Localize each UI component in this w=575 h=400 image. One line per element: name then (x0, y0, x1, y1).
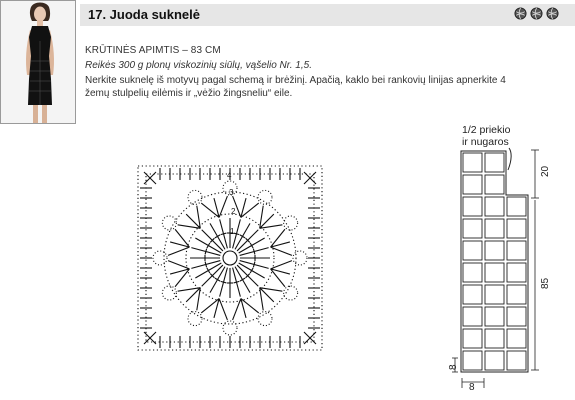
picot-arc (153, 251, 167, 265)
dim-bottom-label: 8 (469, 382, 475, 393)
stitch-fan (201, 203, 219, 217)
motif-square (485, 153, 504, 172)
dim-body-label: 85 (540, 277, 551, 289)
motif-square (463, 263, 482, 282)
motif-square (507, 219, 526, 238)
difficulty-indicator (514, 7, 559, 20)
motif-square (485, 351, 504, 370)
yarn-ball-icon (546, 7, 559, 20)
motif-square (463, 175, 482, 194)
stitch-bar (253, 249, 255, 255)
motif-square (485, 329, 504, 348)
motif-square (485, 219, 504, 238)
motif-square (463, 307, 482, 326)
garment-schema (440, 120, 570, 395)
motif-square (507, 285, 526, 304)
picot-arc (258, 312, 272, 326)
center-ring (223, 251, 237, 265)
bust-size-heading: KRŪTINĖS APIMTIS – 83 CM (85, 45, 221, 56)
motif-square (463, 329, 482, 348)
yarn-ball-icon (514, 7, 527, 20)
motif-square (485, 241, 504, 260)
stitch-fan (219, 196, 227, 217)
motif-square (463, 285, 482, 304)
stitch-fan (271, 269, 285, 287)
stitch-fan (175, 229, 189, 247)
round-label-1: 1 (230, 227, 235, 236)
stitch-fan (271, 229, 285, 247)
stitch-fan (271, 247, 292, 255)
stitch-fan (241, 203, 259, 217)
picot-arc (284, 216, 298, 230)
stitch-bar (253, 262, 255, 268)
stitch-bar (221, 281, 227, 283)
round-label-3: 3 (229, 188, 234, 197)
motif-square (507, 329, 526, 348)
pattern-title: 17. Juoda suknelė (88, 7, 200, 22)
dim-bottom-side-label: 8 (448, 364, 459, 370)
motif-square (463, 153, 482, 172)
chain-round (164, 192, 296, 324)
motif-grid (461, 151, 528, 372)
motif-square (507, 351, 526, 370)
motif-square (507, 197, 526, 216)
picot-arc (258, 190, 272, 204)
motif-square (463, 219, 482, 238)
motif-square (485, 285, 504, 304)
stitch-bar (221, 233, 227, 235)
stitch-bar (205, 262, 207, 268)
stitch-bar (234, 281, 240, 283)
yarn-ball-icon (530, 7, 543, 20)
stitch-fan (241, 299, 259, 313)
motif-square (485, 175, 504, 194)
schema-title-line2: ir nugaros (462, 136, 509, 148)
picot-arc (293, 251, 307, 265)
motif-square (485, 197, 504, 216)
stitch-bar (205, 249, 207, 255)
motif-square (463, 241, 482, 260)
crochet-motif-chart (130, 158, 330, 358)
instructions-text: Nerkite suknelę iš motyvų pagal schemą ir brėžinį. Apačią, kaklo bei rankovių linijas apnerkite 4 žemų stulpelių eilėmis ir „vėžio žingsneliu“ eile. (85, 75, 506, 99)
motif-square (485, 263, 504, 282)
header-bar (80, 0, 575, 32)
inner-chain-border (146, 174, 314, 342)
motif-square (485, 307, 504, 326)
picot-arc (162, 216, 176, 230)
motif-square (463, 351, 482, 370)
round-label-2: 2 (231, 207, 236, 216)
stitch-fan (201, 299, 219, 313)
motif-square (507, 263, 526, 282)
picot-arc (223, 321, 237, 335)
motif-square (507, 241, 526, 260)
dim-neck-label: 20 (540, 165, 551, 177)
model-photo (0, 0, 76, 124)
picot-arc (188, 190, 202, 204)
stitch-fan (175, 269, 189, 287)
dress-figure-image (1, 1, 76, 124)
materials-text: Reikės 300 g plonų viskozinių siūlų, vąšelio Nr. 1,5. (85, 60, 312, 71)
motif-square (463, 197, 482, 216)
motif-square (507, 307, 526, 326)
schema-title-line1: 1/2 priekio (462, 124, 511, 136)
round-label-4: 4 (227, 171, 232, 180)
garment-outline (461, 151, 528, 372)
